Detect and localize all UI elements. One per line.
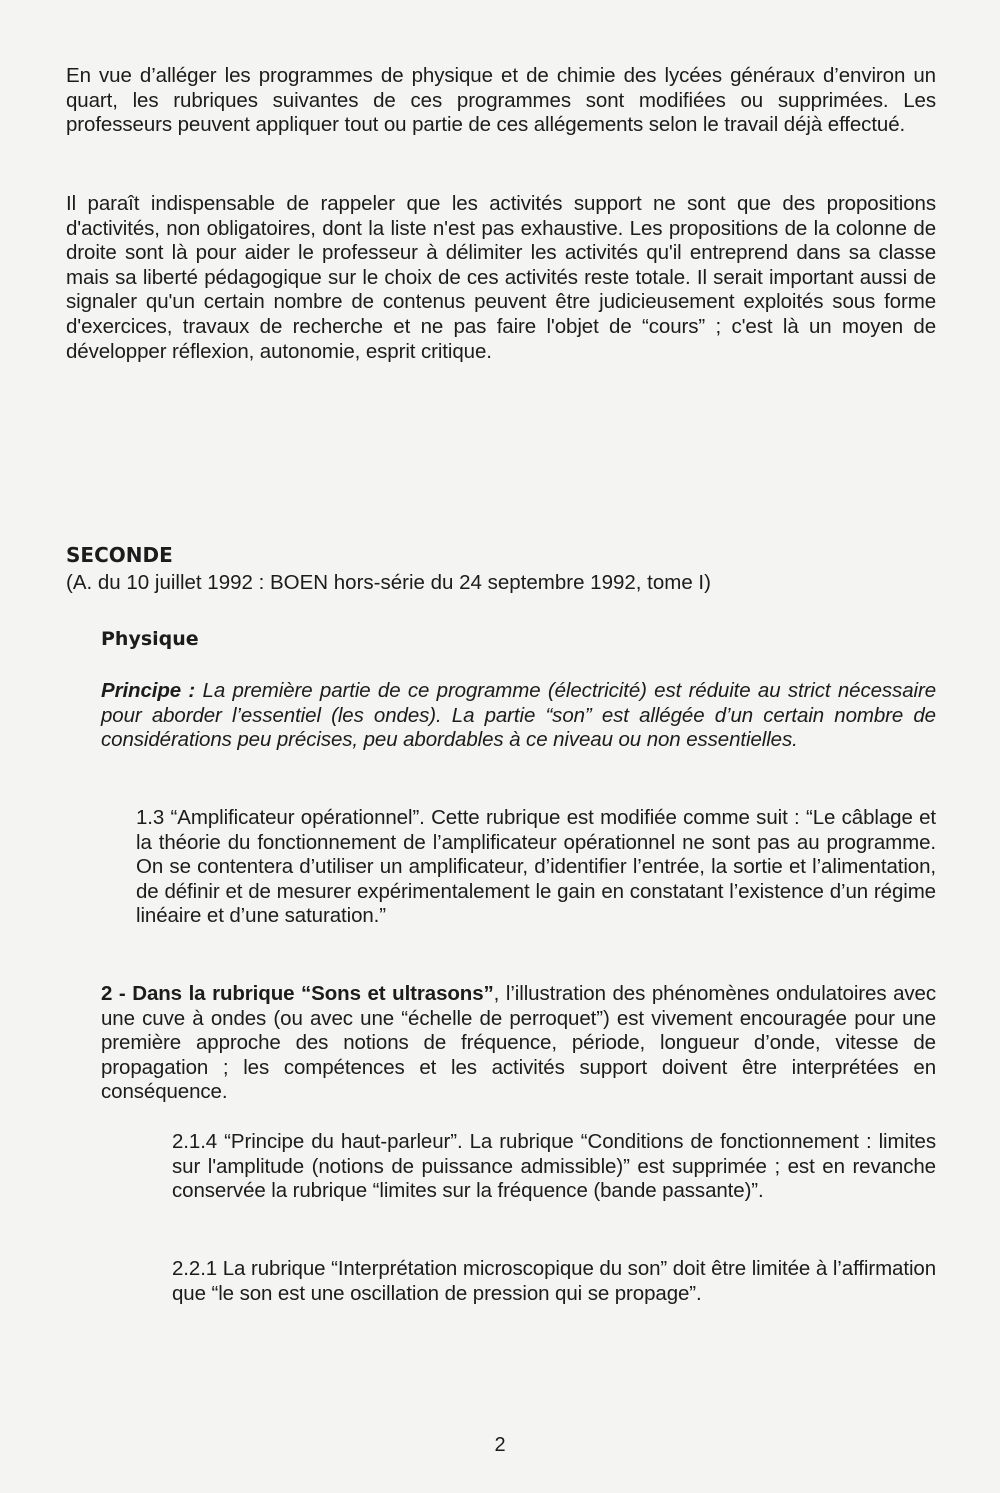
- principe-lead: Principe :: [101, 679, 196, 702]
- item-2-paragraph: [101, 982, 936, 1105]
- subsection-title: Physique: [101, 628, 199, 650]
- intro-paragraph-1: En vue d’alléger les programmes de physique et de chimie des lycées généraux d’environ un quart, les rubriques suivantes de ces programmes sont modifiées ou supprimées. Les professeurs peuvent appliquer tout ou partie de ces allégements selon le travail déjà effectué.: [66, 64, 936, 137]
- item-1-3-paragraph: 1.3 “Amplificateur opérationnel”. Cette rubrique est modifiée comme suit : “Le câblage et la théorie du fonctionnement de l’amplificateur opérationnel ne sont pas au programme. On se contentera d’utiliser un amplificateur, d’identifier l’entrée, la sortie et l’alimentation, de définir et de mesurer expérimentalement le gain en constatant l’existence d’un régime linéaire et d’une saturation.”: [136, 806, 936, 928]
- item-2-lead: 2 - Dans la rubrique “Sons et ultrasons”: [101, 982, 494, 1005]
- section-title: SECONDE: [66, 543, 173, 567]
- page-number: 2: [494, 1434, 506, 1456]
- principe-paragraph: [101, 679, 936, 753]
- item-2-1-4-paragraph: 2.1.4 “Principe du haut-parleur”. La rubrique “Conditions de fonctionnement : limites sur l'amplitude (notions de puissance admissible)” est supprimée ; est en revanche conservée la rubrique “limites sur la fréquence (bande passante)”.: [172, 1130, 936, 1203]
- item-2-2-1-paragraph: 2.2.1 La rubrique “Interprétation microscopique du son” doit être limitée à l’affirmation que “le son est une oscillation de pression qui se propage”.: [172, 1257, 936, 1305]
- item-2-text: , l’illustration des phénomènes ondulatoires avec une cuve à ondes (ou avec une “échelle de perroquet”) est vivement encouragée pour une première approche des notions de fréquence, période, longueur d’onde, vitesse de propagation ; les compétences et les activités support doivent être interprétées en conséquence.: [101, 982, 936, 1104]
- intro-paragraph-2: Il paraît indispensable de rappeler que les activités support ne sont que des propositions d'activités, non obligatoires, dont la liste n'est pas exhaustive. Les propositions de la colonne de droite sont là pour aider le professeur à délimiter les activités qu'il entreprend dans sa classe mais sa liberté pédagogique sur le choix de ces activités reste totale. Il serait important aussi de signaler qu'un certain nombre de contenus peuvent être judicieusement exploités sous forme d'exercices, travaux de recherche et ne pas faire l'objet de “cours” ; c'est là un moyen de développer réflexion, autonomie, esprit critique.: [66, 192, 936, 363]
- section-reference: (A. du 10 juillet 1992 : BOEN hors-série du 24 septembre 1992, tome I): [66, 571, 711, 594]
- principe-text: La première partie de ce programme (électricité) est réduite au strict nécessaire pour aborder l’essentiel (les ondes). La partie “son” est allégée d’un certain nombre de considérations peu précises, peu abordables à ce niveau ou non essentielles.: [101, 679, 936, 752]
